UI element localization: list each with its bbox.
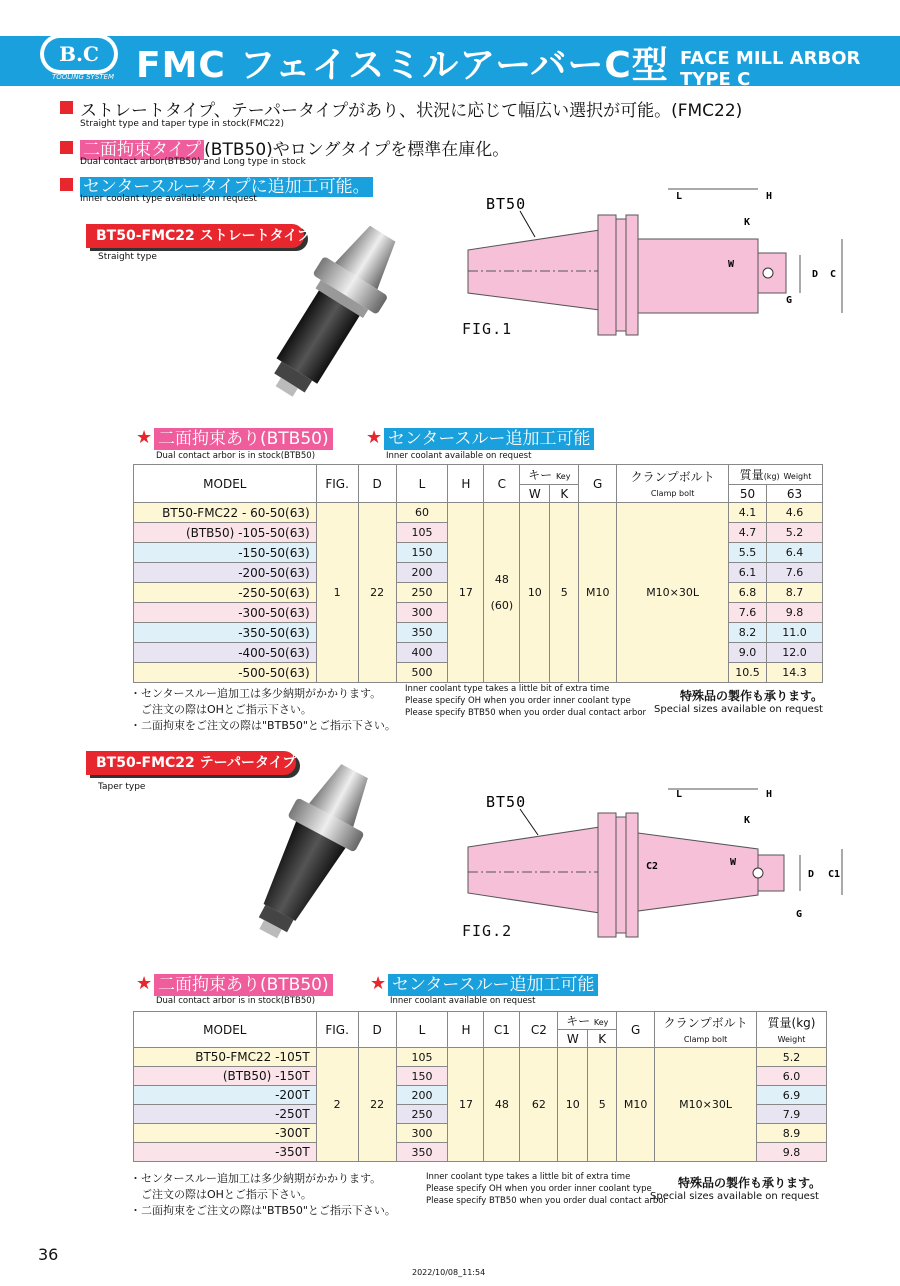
- note-en-2: Please specify OH when you order inner coolant type: [405, 696, 631, 706]
- bullet-3-en: Inner coolant type available on request: [80, 194, 257, 204]
- tag-inner-coolant-en: Inner coolant available on request: [386, 451, 532, 461]
- col-weight: 質量(kg) Weight: [729, 465, 823, 485]
- svg-text:K: K: [744, 217, 751, 228]
- special-jp: 特殊品の製作も承ります。: [678, 1176, 822, 1190]
- star-icon: ★: [366, 427, 383, 448]
- col-c: C: [484, 465, 520, 503]
- col-l: L: [396, 1012, 448, 1048]
- spec-table-straight: MODEL FIG. D L H C キー Key G クランプボルト Clamp bolt 質量(kg) Weight W K 50 63 BT50-FMC22 - 60-50(63) 1 22 60 17 48 (60) 10 5 M10 M10×30L 4.1 4.6 (BTB50) -105-50(63) 105 4.7 5.2 -150-50(63) 150 5.5 6.4 -200-50(63) 200 6.1 7.6 -250-50(63) 250 6.8 8.7 -300-50(63) 300 7.6 9.8 -350-50(63) 350 8.2 11.0 -400-50(63) 400 9.0 12.0 -500-50(63) 500 10.5 14.3: [133, 464, 823, 683]
- note-en-1: Inner coolant type takes a little bit of extra time: [426, 1172, 631, 1182]
- tag-inner-coolant: センタースルー追加工可能: [388, 974, 598, 996]
- note-en-2: Please specify OH when you order inner coolant type: [426, 1184, 652, 1194]
- table-row: -350T 350 9.8: [134, 1143, 827, 1162]
- star-icon: ★: [136, 973, 153, 994]
- svg-text:W: W: [728, 259, 735, 270]
- col-clamp: クランプボルト Clamp bolt: [655, 1012, 757, 1048]
- col-c2: C2: [520, 1012, 558, 1048]
- tag-dual-contact-en: Dual contact arbor is in stock(BTB50): [156, 451, 316, 461]
- product-photo-taper: [230, 750, 390, 960]
- table-row: (BTB50) -105-50(63) 105 4.7 5.2: [134, 523, 823, 543]
- col-l: L: [396, 465, 448, 503]
- col-model: MODEL: [134, 1012, 317, 1048]
- col-c1: C1: [484, 1012, 520, 1048]
- tag-dual-contact: 二面拘束あり(BTB50): [154, 974, 333, 996]
- svg-text:C2: C2: [646, 861, 659, 872]
- note-jp-1: ・センタースルー追加工は多少納期がかかります。: [130, 1172, 382, 1185]
- page-number: 36: [38, 1245, 59, 1264]
- technical-drawing-fig2: [460, 785, 880, 945]
- table-row: -200-50(63) 200 6.1 7.6: [134, 563, 823, 583]
- type-en-taper: Taper type: [98, 782, 146, 792]
- svg-text:D: D: [808, 869, 815, 880]
- star-icon: ★: [136, 427, 153, 448]
- tag-inner-coolant: センタースルー追加工可能: [384, 428, 594, 450]
- svg-text:W: W: [730, 857, 737, 868]
- svg-text:H: H: [766, 789, 773, 800]
- col-key: キー Key: [558, 1012, 617, 1030]
- col-fig: FIG.: [316, 1012, 358, 1048]
- bullet-2-text: 二面拘束タイプ (BTB50)やロングタイプを標準在庫化。: [80, 135, 509, 160]
- col-g: G: [617, 1012, 655, 1048]
- col-g: G: [579, 465, 617, 503]
- svg-text:C: C: [830, 269, 837, 280]
- star-icon: ★: [370, 973, 387, 994]
- technical-drawing-fig1: [460, 185, 880, 345]
- table-row: -300-50(63) 300 7.6 9.8: [134, 603, 823, 623]
- spec-table-taper: MODEL FIG. D L H C1 C2 キー Key G クランプボルト Clamp bolt 質量(kg) Weight W K BT50-FMC22 -105T 2 22 105 17 48 62 10 5 M10 M10×30L 5.2 (BTB50) -150T 150 6.0 -200T 200 6.9 -250T 250 7.9 -300T 300 8.9 -350T 350 9.8: [133, 1011, 827, 1162]
- svg-text:G: G: [786, 295, 793, 306]
- type-label-taper: BT50-FMC22 テーパータイプ: [86, 751, 296, 775]
- note-jp-1: ・センタースルー追加工は多少納期がかかります。: [130, 687, 382, 700]
- note-jp-2: ご注文の際はOHとご指示下さい。: [130, 703, 312, 716]
- special-en: Special sizes available on request: [654, 704, 823, 715]
- svg-text:K: K: [744, 815, 751, 826]
- col-d: D: [358, 465, 396, 503]
- col-key: キー Key: [520, 465, 579, 485]
- table-row: -150-50(63) 150 5.5 6.4: [134, 543, 823, 563]
- col-d: D: [358, 1012, 396, 1048]
- svg-text:C1: C1: [828, 869, 841, 880]
- tag-dual-contact-en: Dual contact arbor is in stock(BTB50): [156, 996, 316, 1006]
- type-label-straight: BT50-FMC22 ストレートタイプ: [86, 224, 304, 248]
- svg-text:D: D: [812, 269, 819, 280]
- col-h: H: [448, 1012, 484, 1048]
- print-timestamp: 2022/10/08_11:54: [412, 1268, 486, 1277]
- note-jp-3: ・二面拘束をご注文の際は"BTB50"とご指示下さい。: [130, 1204, 396, 1217]
- type-en-straight: Straight type: [98, 252, 157, 262]
- col-weight: 質量(kg) Weight: [757, 1012, 827, 1048]
- tag-inner-coolant-en: Inner coolant available on request: [390, 996, 536, 1006]
- bullet-3-text: センタースルータイプに追加工可能。: [80, 172, 373, 197]
- note-en-3: Please specify BTB50 when you order dual contact arbor: [405, 708, 647, 718]
- special-en: Special sizes available on request: [650, 1191, 819, 1202]
- note-jp-2: ご注文の際はOHとご指示下さい。: [130, 1188, 312, 1201]
- page-title-en: FACE MILL ARBOR TYPE C: [680, 48, 861, 90]
- bullet-1-text: ストレートタイプ、テーパータイプがあり、状況に応じて幅広い選択が可能。(FMC22): [80, 101, 743, 121]
- note-jp-3: ・二面拘束をご注文の際は"BTB50"とご指示下さい。: [130, 719, 396, 732]
- bt50-label: BT50: [486, 195, 527, 213]
- logo: B.C: [44, 38, 114, 70]
- product-photo-straight: [255, 210, 415, 410]
- note-en-3: Please specify BTB50 when you order dual contact arbor: [426, 1196, 668, 1206]
- bullet-square-icon: [60, 141, 73, 154]
- logo-subtitle: TOOLING SYSTEM: [51, 73, 115, 81]
- table-row: -400-50(63) 400 9.0 12.0: [134, 643, 823, 663]
- tag-dual-contact: 二面拘束あり(BTB50): [154, 428, 333, 450]
- note-en-1: Inner coolant type takes a little bit of extra time: [405, 684, 610, 694]
- bullet-1-en: Straight type and taper type in stock(FMC22): [80, 119, 284, 129]
- svg-text:G: G: [796, 909, 803, 920]
- table-row: BT50-FMC22 - 60-50(63) 1 22 60 17 48 (60) 10 5 M10 M10×30L 4.1 4.6: [134, 503, 823, 523]
- table-row: (BTB50) -150T 150 6.0: [134, 1067, 827, 1086]
- table-row: BT50-FMC22 -105T 2 22 105 17 48 62 10 5 M10 M10×30L 5.2: [134, 1048, 827, 1067]
- bullet-square-icon: [60, 178, 73, 191]
- table-row: -250-50(63) 250 6.8 8.7: [134, 583, 823, 603]
- fig2-label: FIG.2: [462, 922, 513, 940]
- bullet-square-icon: [60, 101, 73, 114]
- page-title: FMC フェイスミルアーバーC型: [136, 45, 669, 86]
- svg-text:L: L: [676, 789, 683, 800]
- bullet-2-en: Dual contact arbor(BTB50) and Long type in stock: [80, 157, 306, 167]
- col-fig: FIG.: [316, 465, 358, 503]
- table-row: -250T 250 7.9: [134, 1105, 827, 1124]
- fig1-label: FIG.1: [462, 320, 513, 338]
- col-model: MODEL: [134, 465, 317, 503]
- table-row: -500-50(63) 500 10.5 14.3: [134, 663, 823, 683]
- table-row: -300T 300 8.9: [134, 1124, 827, 1143]
- table-row: -200T 200 6.9: [134, 1086, 827, 1105]
- svg-text:L: L: [676, 191, 683, 202]
- svg-text:H: H: [766, 191, 773, 202]
- table-row: -350-50(63) 350 8.2 11.0: [134, 623, 823, 643]
- col-clamp: クランプボルト Clamp bolt: [617, 465, 729, 503]
- bt50-label: BT50: [486, 793, 527, 811]
- col-h: H: [448, 465, 484, 503]
- special-jp: 特殊品の製作も承ります。: [680, 689, 824, 703]
